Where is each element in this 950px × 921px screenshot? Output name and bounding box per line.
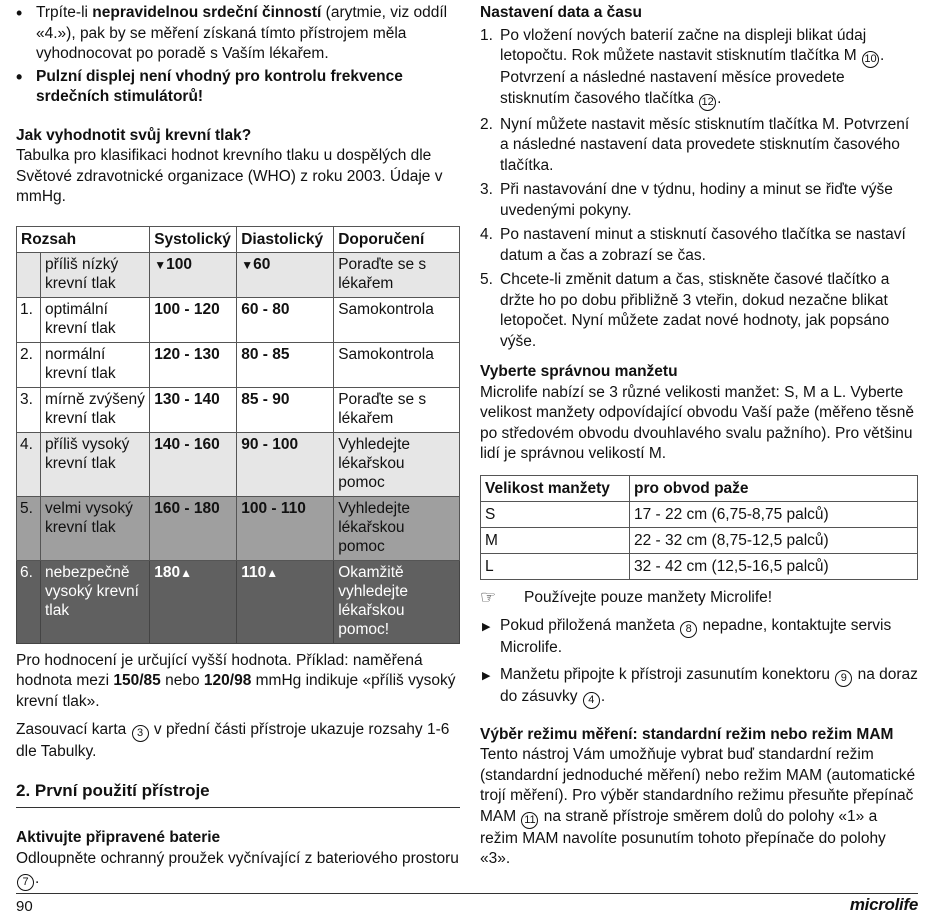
recommendation-cell: Vyhledejte lékařskou pomoc [334, 432, 460, 496]
footer-divider [16, 893, 918, 894]
date-heading: Nastavení data a času [480, 4, 642, 21]
diastolic-cell: 90 - 100 [237, 432, 334, 496]
row-number: 3. [17, 387, 41, 432]
cuff-header-arm: pro obvod paže [630, 475, 918, 501]
range-cell: normální krevní tlak [41, 342, 150, 387]
header-range: Rozsah [17, 226, 150, 252]
range-cell: příliš vysoký krevní tlak [41, 432, 150, 496]
systolic-cell: 160 - 180 [150, 496, 237, 560]
row-number: 4. [17, 432, 41, 496]
warning-list [16, 3, 460, 108]
header-diastolic: Diastolický [237, 226, 334, 252]
recommendation-cell: Okamžitě vyhledejte lékařskou pomoc! [334, 560, 460, 643]
cuff-size-table [480, 475, 918, 580]
left-column [16, 0, 460, 891]
ref-number-4: 4 [583, 692, 600, 709]
battery-text: Odloupněte ochranný proužek vyčnívající z bateriového prostoru 7 . [16, 849, 460, 892]
cuff-header-size: Velikost manžety [481, 475, 630, 501]
list-item: 2. Nyní můžete nastavit měsíc stisknutím tlačítka M. Potvrzení a následné nastavení data provedete stisknutím časového tlačítka. [480, 115, 910, 174]
ref-number-3: 3 [132, 725, 149, 742]
right-column [480, 0, 918, 870]
systolic-cell: 100 - 120 [150, 297, 237, 342]
table-row [481, 501, 918, 527]
diastolic-cell: 60 - 80 [237, 297, 334, 342]
list-item: 5. Chcete-li změnit datum a čas, stiskněte časové tlačítko a držte ho po dobu přibližně 3 vteřin, dokud nezačne blikat letopočet. Nyní můžete zadat nové hodnoty, jak popsáno výše. [480, 271, 890, 350]
table-row [17, 496, 460, 560]
table-row [17, 252, 460, 297]
arm-range-cell: 22 - 32 cm (8,75-12,5 palců) [630, 527, 918, 553]
diastolic-cell: 100 - 110 [237, 496, 334, 560]
recommendation-cell: Samokontrola [334, 342, 460, 387]
mode-text: Tento nástroj Vám umožňuje vybrat buď standardní režim (standardní jednoduché měření) nebo režim MAM (automatické trojí měření). Pro výběr standardního režimu přesuňte přepínač MAM 11 na straně přístroje směrem dolů do polohy «1» a režim MAM navolíte posunutím tohoto přepínače do polohy «3». [480, 746, 916, 867]
eval-heading: Jak vyhodnotit svůj krevní tlak? [16, 126, 252, 144]
diastolic-cell: 80 - 85 [237, 342, 334, 387]
table-row [17, 560, 460, 643]
row-number: 5. [17, 496, 41, 560]
recommendation-cell: Samokontrola [334, 297, 460, 342]
arrow-down-icon: ▼ [241, 257, 254, 272]
cuff-text: Microlife nabízí se 3 různé velikosti manžet: S, M a L. Vyberte velikost manžety odpovídající obvodu Vaší paže (měřeno těsně po středovém obvodu dvouhlavého svalu pažního). Pro většinu lidí je správnou velikostí M. [480, 383, 914, 462]
table-row [481, 527, 918, 553]
cuff-instruction-2: ▶ Manžetu připojte k přístroji zasunutím konektoru 9 na doraz do zásuvky 4 . [480, 665, 918, 709]
cuff-table-body [481, 501, 918, 579]
range-cell: velmi vysoký krevní tlak [41, 496, 150, 560]
arrow-down-icon: ▼ [154, 257, 167, 272]
pointing-hand-icon: ☞ [480, 586, 497, 607]
row-number: 1. [17, 297, 41, 342]
date-steps-list [480, 26, 918, 353]
table-row [17, 342, 460, 387]
arrow-up-icon: ▲ [266, 565, 279, 580]
mode-heading: Výběr režimu měření: standardní režim nebo režim MAM [480, 725, 894, 743]
recommendation-cell: Poraďte se s lékařem [334, 387, 460, 432]
systolic-cell: ▼100 [150, 252, 237, 297]
table-row [17, 387, 460, 432]
ref-number-10: 10 [862, 51, 879, 68]
card-text: Zasouvací karta 3 v přední části přístroje ukazuje rozsahy 1-6 dle Tabulky. [16, 721, 450, 760]
recommendation-cell: Vyhledejte lékařskou pomoc [334, 496, 460, 560]
range-cell: optimální krevní tlak [41, 297, 150, 342]
header-systolic: Systolický [150, 226, 237, 252]
cuff-size-cell: L [481, 553, 630, 579]
section-title: 2. První použití přístroje [16, 781, 460, 809]
diastolic-cell: 110▲ [237, 560, 334, 643]
arrow-up-icon: ▲ [180, 565, 192, 580]
list-item: 4. Po nastavení minut a stisknutí časového tlačítka se nastaví datum a čas a zobrazí se čas. [480, 226, 906, 264]
ref-number-8: 8 [680, 621, 697, 638]
range-cell: příliš nízký krevní tlak [41, 252, 150, 297]
diastolic-cell: ▼60 [237, 252, 334, 297]
row-number: 2. [17, 342, 41, 387]
arrhythmia-warning: • Trpíte-li nepravidelnou srdeční činností (arytmie, viz oddíl «4.»), pak by se měření získaná tímto přístrojem měla vyhodnocovat po poradě s Vaším lékařem. [16, 3, 460, 65]
page-number: 90 [16, 898, 33, 915]
systolic-cell: 120 - 130 [150, 342, 237, 387]
diastolic-cell: 85 - 90 [237, 387, 334, 432]
systolic-cell: 140 - 160 [150, 432, 237, 496]
ref-number-9: 9 [835, 670, 852, 687]
eval-text: Tabulka pro klasifikaci hodnot krevního tlaku u dospělých dle Světové zdravotnické organizace (WHO) z roku 2003. Údaje v mmHg. [16, 147, 443, 205]
ref-number-7: 7 [17, 874, 34, 891]
arm-range-cell: 17 - 22 cm (6,75-8,75 palců) [630, 501, 918, 527]
systolic-cell: 130 - 140 [150, 387, 237, 432]
evaluation-note: Pro hodnocení je určující vyšší hodnota. Příklad: naměřená hodnota mezi 150/85 nebo 120/98 mmHg indikuje «příliš vysoký krevní tlak». [16, 651, 456, 710]
table-row [481, 553, 918, 579]
ref-number-12: 12 [699, 94, 716, 111]
table-row [17, 297, 460, 342]
brand-logo: microlife [849, 895, 918, 914]
cuff-size-cell: S [481, 501, 630, 527]
blood-pressure-table [16, 226, 460, 644]
range-cell: nebezpečně vysoký krevní tlak [41, 560, 150, 643]
header-recommendation: Doporučení [334, 226, 460, 252]
battery-heading: Aktivujte připravené baterie [16, 829, 221, 846]
recommendation-cell: Poraďte se s lékařem [334, 252, 460, 297]
cuff-note: ☞ Používejte pouze manžety Microlife! [480, 586, 773, 607]
cuff-instructions [480, 616, 918, 709]
arrow-right-icon: ▶ [482, 669, 491, 682]
list-item: 1. Po vložení nových baterií začne na displeji blikat údaj letopočtu. Rok můžete nastavit stisknutím tlačítka M 10 . Potvrzení a následné nastavení měsíce provedete stisknutím časového tlačítka 12 . [480, 26, 918, 111]
arrow-right-icon: ▶ [482, 621, 491, 633]
arm-range-cell: 32 - 42 cm (12,5-16,5 palců) [630, 553, 918, 579]
pacemaker-warning: • Pulzní displej není vhodný pro kontrolu frekvence srdečních stimulátorů! [16, 67, 460, 108]
table-header-row [17, 226, 460, 252]
cuff-header-row [481, 475, 918, 501]
list-item: 3. Při nastavování dne v týdnu, hodiny a minut se řiďte výše uvedenými pokyny. [480, 181, 893, 219]
cuff-size-cell: M [481, 527, 630, 553]
cuff-instruction-1: ▶ Pokud přiložená manžeta 8 nepadne, kontaktujte servis Microlife. [482, 617, 892, 656]
row-number [17, 252, 41, 297]
cuff-heading: Vyberte správnou manžetu [480, 363, 678, 380]
systolic-cell: 180▲ [150, 560, 237, 643]
table-row [17, 432, 460, 496]
row-number: 6. [17, 560, 41, 643]
table-body [17, 252, 460, 643]
range-cell: mírně zvýšený krevní tlak [41, 387, 150, 432]
ref-number-11: 11 [521, 812, 538, 829]
